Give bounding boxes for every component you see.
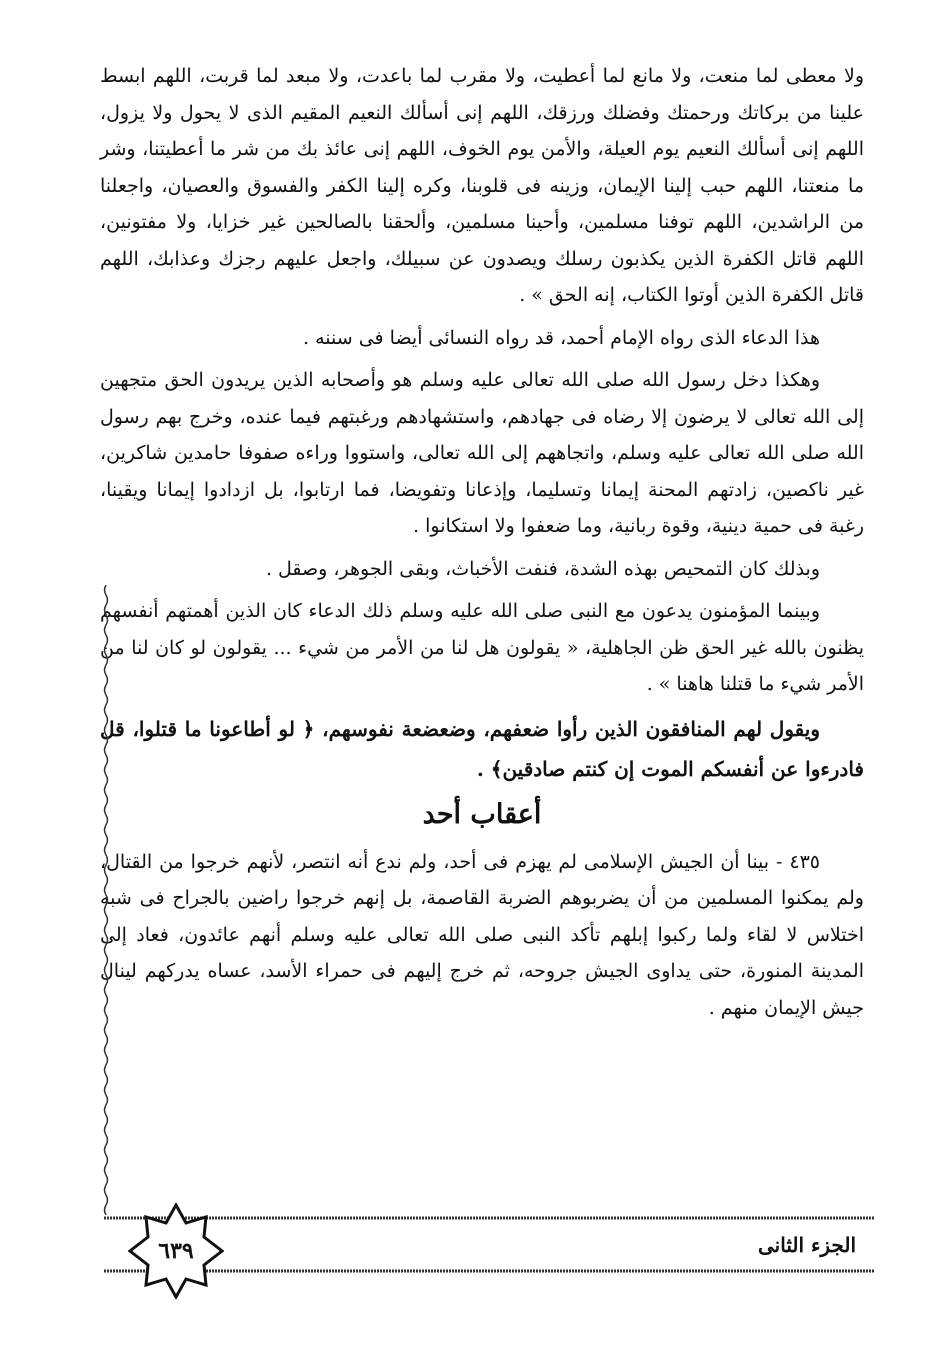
page-body	[100, 58, 864, 1026]
book-part-label: الجزء الثانى	[758, 1233, 856, 1257]
section-heading: أعقاب أحد	[422, 798, 542, 830]
paragraph-hadith-source: هذا الدعاء الذى رواه الإمام أحمد، قد رواه النسائى أيضا فى سننه .	[303, 326, 820, 349]
paragraph-435: ٤٣٥ - بينا أن الجيش الإسلامى لم يهزم فى أحد، ولم ندع أنه انتصر، لأنهم خرجوا من القتال، ولم يمكنوا المسلمين من أن يضربوهم الضربة القاصمة، بل إنهم خرجوا راضين بالجراح فى شبه اختلاس لا لقاء ولما ركبوا إبلهم تأكد النبى صلى الله تعالى عليه وسلم أنهم عائدون، فعاد إلى المدينة المنورة، حتى يداوى الجيش جروحه، ثم خرج إليهم فى حمراء الأسد، عساه يدركهم لينال جيش الإيمان منهم .	[100, 850, 864, 1019]
paragraph-companions: وهكذا دخل رسول الله صلى الله تعالى عليه وسلم هو وأصحابه الذين يريدون الحق متجهين إلى الله تعالى لا يرضون إلا رضاه فى جهادهم، واستشهادهم ورغبتهم فيما عنده، وخرج بهم رسول الله صلى الله تعالى عليه وسلم، واتجاههم إلى الله تعالى، واستووا وراءه صفوفا حامدين شاكرين، غير ناكصين، زادتهم المحنة إيمانا وتسليما، وإذعانا وتفويضا، فما ارتابوا، بل ازدادوا إيمانا ويقينا، رغبة فى حمية دينية، وقوة ربانية، وما ضعفوا ولا استكانوا .	[100, 369, 864, 537]
page-number: ٦٣٩	[158, 1238, 194, 1264]
paragraph-hypocrites: ويقول لهم المنافقون الذين رأوا ضعفهم، وضعضعة نفوسهم، ﴿ لو أطاعونا ما قتلوا، قل فادرءوا عن أنفسكم الموت إن كنتم صادقين﴾ .	[100, 716, 864, 781]
paragraph-prayer: ولا معطى لما منعت، ولا مانع لما أعطيت، ولا مقرب لما باعدت، ولا مبعد لما قربت، اللهم ابسط علينا من بركاتك ورحمتك وفضلك ورزقك، اللهم إنى أسألك النعيم المقيم الذى لا يحول ولا يزول، اللهم إنى أسألك النعيم يوم العيلة، والأمن يوم الخوف، اللهم إنى عائذ بك من شر ما أعطيتنا، وشر ما منعتنا، اللهم حبب إلينا الإيمان، وزينه فى قلوبنا، وكره إلينا الكفر والفسوق والعصيان، واجعلنا من الراشدين، اللهم توفنا مسلمين، وأحينا مسلمين، وألحقنا بالصالحين غير خزايا، ولا مفتونين، اللهم قاتل الكفرة الذين يكذبون رسلك ويصدون عن سبيلك، واجعل عليهم رجزك وعذابك، اللهم قاتل الكفرة الذين أوتوا الكتاب، إنه الحق » .	[100, 65, 864, 306]
left-border-ornament	[103, 585, 109, 1215]
paragraph-tamhees: وبذلك كان التمحيص بهذه الشدة، فنفت الأخباث، وبقى الجوهر، وصقل .	[265, 557, 820, 580]
paragraph-believers: وبينما المؤمنون يدعون مع النبى صلى الله عليه وسلم ذلك الدعاء كان الذين أهمتهم أنفسهم يظنون بالله غير الحق ظن الجاهلية، « يقولون هل لنا من الأمر من شيء ... يقولون لو كان لنا من الأمر شيء ما قتلنا هاهنا » .	[100, 600, 864, 695]
